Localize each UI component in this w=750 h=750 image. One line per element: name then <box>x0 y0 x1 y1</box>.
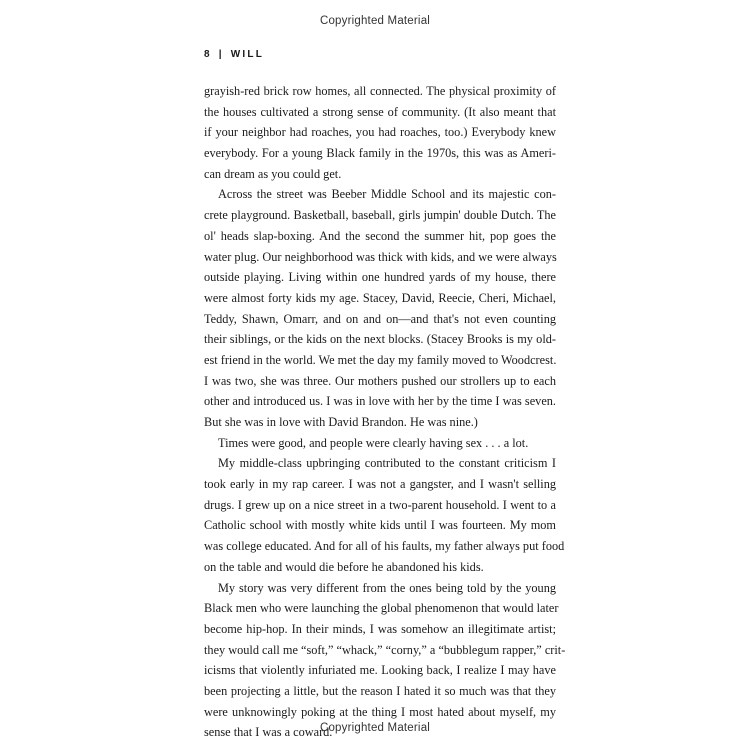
text-line: My middle-class upbringing contributed to the constant criticism I <box>218 456 556 471</box>
text-line: ol' heads slap-boxing. And the second the summer hit, pop goes the <box>204 228 556 243</box>
text-line: were almost forty kids my age. Stacey, David, Reecie, Cheri, Michael, <box>204 290 556 305</box>
text-line: My story was very different from the ones being told by the young <box>218 580 556 595</box>
text-line: Across the street was Beeber Middle School and its majestic con- <box>218 187 556 202</box>
text-line: everybody. For a young Black family in the 1970s, this was as Ameri- <box>204 146 556 161</box>
text-line: Catholic school with mostly white kids until I was fourteen. My mom <box>204 518 556 533</box>
running-head-separator: | <box>218 49 224 60</box>
text-line: they would call me “soft,” “whack,” “corny,” a “bubblegum rapper,” crit- <box>204 642 566 657</box>
paragraph <box>204 578 566 744</box>
text-line: But she was in love with David Brandon. He was nine.) <box>204 415 478 429</box>
text-line: their siblings, or the kids on the next blocks. (Stacey Brooks is my old- <box>204 332 556 347</box>
page-number: 8 <box>204 49 212 60</box>
text-line: water plug. Our neighborhood was thick with kids, and we were always <box>204 249 557 264</box>
copyright-notice-top: Copyrighted Material <box>319 15 431 27</box>
text-line: outside playing. Living within one hundred yards of my house, there <box>204 270 556 285</box>
text-line: drugs. I grew up on a nice street in a two-parent household. I went to a <box>204 497 556 512</box>
text-line: took early in my rap career. I was not a gangster, and I wasn't selling <box>204 477 556 492</box>
text-line: est friend in the world. We met the day my family moved to Woodcrest. <box>204 352 557 367</box>
text-line: Times were good, and people were clearly having sex . . . a lot. <box>218 435 529 450</box>
text-line: grayish-red brick row homes, all connected. The physical proximity of <box>204 84 556 98</box>
text-line: were unknowingly poking at the thing I most hated about myself, my <box>204 704 556 719</box>
text-line: the houses cultivated a strong sense of community. (It also meant that <box>204 104 556 119</box>
text-line: icisms that violently infuriated me. Looking back, I realize I may have <box>204 663 556 678</box>
text-line: can dream as you could get. <box>204 166 342 181</box>
paragraph <box>204 81 556 184</box>
text-line: if your neighbor had roaches, you had roaches, too.) Everybody knew <box>204 125 556 140</box>
body-text <box>204 81 566 743</box>
copyright-notice-bottom: Copyrighted Material <box>319 722 431 734</box>
running-title: WILL <box>230 49 264 60</box>
text-line: sense that I was a coward. <box>204 725 333 740</box>
paragraph <box>204 433 556 454</box>
text-line: Black men who were launching the global phenomenon that would later <box>204 601 559 616</box>
paragraph <box>204 453 565 577</box>
text-line: other and introduced us. I was in love with her by the time I was seven. <box>204 394 556 409</box>
text-line: been projecting a little, but the reason I hated it so much was that they <box>204 683 556 698</box>
text-line: was college educated. And for all of his faults, my father always put food <box>204 539 565 554</box>
running-head <box>204 49 264 60</box>
text-line: I was two, she was three. Our mothers pushed our strollers up to each <box>204 373 556 388</box>
text-line: on the table and would die before he abandoned his kids. <box>204 559 484 574</box>
text-line: Teddy, Shawn, Omarr, and on and on—and that's not even counting <box>204 311 556 326</box>
text-line: become hip-hop. In their minds, I was somehow an illegitimate artist; <box>204 621 556 636</box>
text-line: crete playground. Basketball, baseball, girls jumpin' double Dutch. The <box>204 208 556 223</box>
paragraph <box>204 184 556 432</box>
